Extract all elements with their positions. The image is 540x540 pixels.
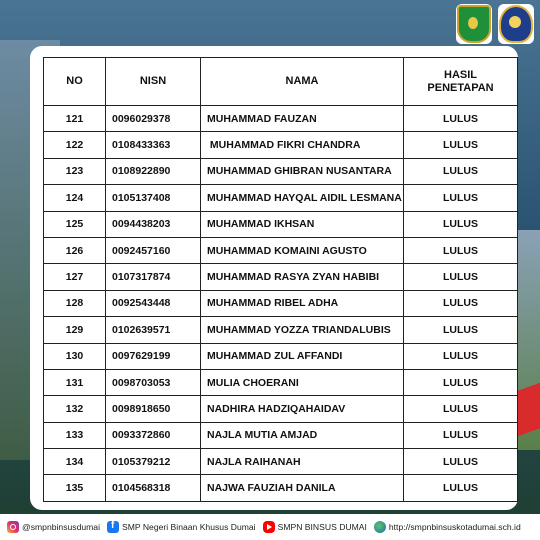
row-hasil: LULUS (404, 422, 518, 448)
row-nisn: 0094438203 (106, 211, 201, 237)
row-hasil: LULUS (404, 158, 518, 184)
table-row (44, 237, 518, 263)
row-no: 131 (44, 369, 106, 395)
row-hasil: LULUS (404, 369, 518, 395)
row-nama: MUHAMMAD GHIBRAN NUSANTARA (201, 158, 404, 184)
table-header-row (44, 58, 518, 106)
row-hasil: LULUS (404, 396, 518, 422)
row-nisn: 0105379212 (106, 449, 201, 475)
row-nisn: 0105137408 (106, 185, 201, 211)
row-nama: MUHAMMAD RASYA ZYAN HABIBI (201, 264, 404, 290)
header-hasil-penetapan (404, 58, 518, 106)
header-no: NO (44, 58, 106, 106)
row-hasil: LULUS (404, 237, 518, 263)
footer-youtube[interactable] (263, 521, 367, 533)
row-no: 127 (44, 264, 106, 290)
row-no: 135 (44, 475, 106, 501)
row-no: 124 (44, 185, 106, 211)
row-no: 128 (44, 290, 106, 316)
city-emblem-logo (456, 4, 492, 44)
row-nama: NAJLA RAIHANAH (201, 449, 404, 475)
row-nisn: 0092457160 (106, 237, 201, 263)
row-nama: NAJLA MUTIA AMJAD (201, 422, 404, 448)
row-nisn: 0104568318 (106, 475, 201, 501)
row-nama: MUHAMMAD HAYQAL AIDIL LESMANA (201, 185, 404, 211)
row-hasil: LULUS (404, 449, 518, 475)
school-emblem-logo (498, 4, 534, 44)
row-nisn: 0102639571 (106, 317, 201, 343)
youtube-channel: SMPN BINSUS DUMAI (277, 522, 367, 532)
table-row (44, 185, 518, 211)
header-hasil-text: HASIL PENETAPAN (427, 68, 494, 94)
table-row (44, 343, 518, 369)
row-no: 122 (44, 132, 106, 158)
instagram-handle: @smpnbinsusdumai (22, 522, 100, 532)
row-hasil: LULUS (404, 264, 518, 290)
row-nama: MUHAMMAD RIBEL ADHA (201, 290, 404, 316)
row-nama: NAJWA FAUZIAH DANILA (201, 475, 404, 501)
row-hasil: LULUS (404, 290, 518, 316)
row-nama: NADHIRA HADZIQAHAIDAV (201, 396, 404, 422)
table-row (44, 211, 518, 237)
footer-facebook[interactable] (107, 521, 256, 533)
results-table (43, 57, 518, 502)
row-no: 125 (44, 211, 106, 237)
row-nisn: 0097629199 (106, 343, 201, 369)
header-nama: NAMA (201, 58, 404, 106)
row-hasil: LULUS (404, 475, 518, 501)
row-nama: MUHAMMAD FAUZAN (201, 106, 404, 132)
facebook-page: SMP Negeri Binaan Khusus Dumai (122, 522, 256, 532)
row-nama: MUHAMMAD ZUL AFFANDI (201, 343, 404, 369)
row-no: 133 (44, 422, 106, 448)
logo-group (456, 4, 534, 44)
row-hasil: LULUS (404, 211, 518, 237)
table-row (44, 369, 518, 395)
table-row (44, 158, 518, 184)
youtube-icon (263, 521, 275, 533)
table-row (44, 264, 518, 290)
row-hasil: LULUS (404, 185, 518, 211)
website-url: http://smpnbinsuskotadumai.sch.id (388, 522, 521, 532)
row-no: 129 (44, 317, 106, 343)
row-nisn: 0107317874 (106, 264, 201, 290)
row-nisn: 0098703053 (106, 369, 201, 395)
row-nama: MUHAMMAD KOMAINI AGUSTO (201, 237, 404, 263)
row-hasil: LULUS (404, 343, 518, 369)
instagram-icon (7, 521, 19, 533)
row-nama: MUHAMMAD YOZZA TRIANDALUBIS (201, 317, 404, 343)
table-row (44, 317, 518, 343)
row-nisn: 0098918650 (106, 396, 201, 422)
row-no: 121 (44, 106, 106, 132)
row-no: 126 (44, 237, 106, 263)
row-nisn: 0108922890 (106, 158, 201, 184)
table-row (44, 396, 518, 422)
footer-website[interactable] (374, 521, 521, 533)
row-nama: MULIA CHOERANI (201, 369, 404, 395)
table-row (44, 422, 518, 448)
row-nisn: 0092543448 (106, 290, 201, 316)
header-nisn: NISN (106, 58, 201, 106)
row-hasil: LULUS (404, 106, 518, 132)
row-no: 123 (44, 158, 106, 184)
row-no: 132 (44, 396, 106, 422)
row-nisn: 0096029378 (106, 106, 201, 132)
row-nama: MUHAMMAD IKHSAN (201, 211, 404, 237)
row-hasil: LULUS (404, 317, 518, 343)
row-nama: MUHAMMAD FIKRI CHANDRA (201, 132, 404, 158)
row-nisn: 0093372860 (106, 422, 201, 448)
row-no: 130 (44, 343, 106, 369)
table-row (44, 475, 518, 501)
footer-bar (0, 514, 540, 540)
row-nisn: 0108433363 (106, 132, 201, 158)
table-row (44, 106, 518, 132)
table-row (44, 132, 518, 158)
row-hasil: LULUS (404, 132, 518, 158)
footer-instagram[interactable] (7, 521, 100, 533)
table-row (44, 290, 518, 316)
facebook-icon (107, 521, 119, 533)
row-no: 134 (44, 449, 106, 475)
globe-icon (374, 521, 386, 533)
table-row (44, 449, 518, 475)
